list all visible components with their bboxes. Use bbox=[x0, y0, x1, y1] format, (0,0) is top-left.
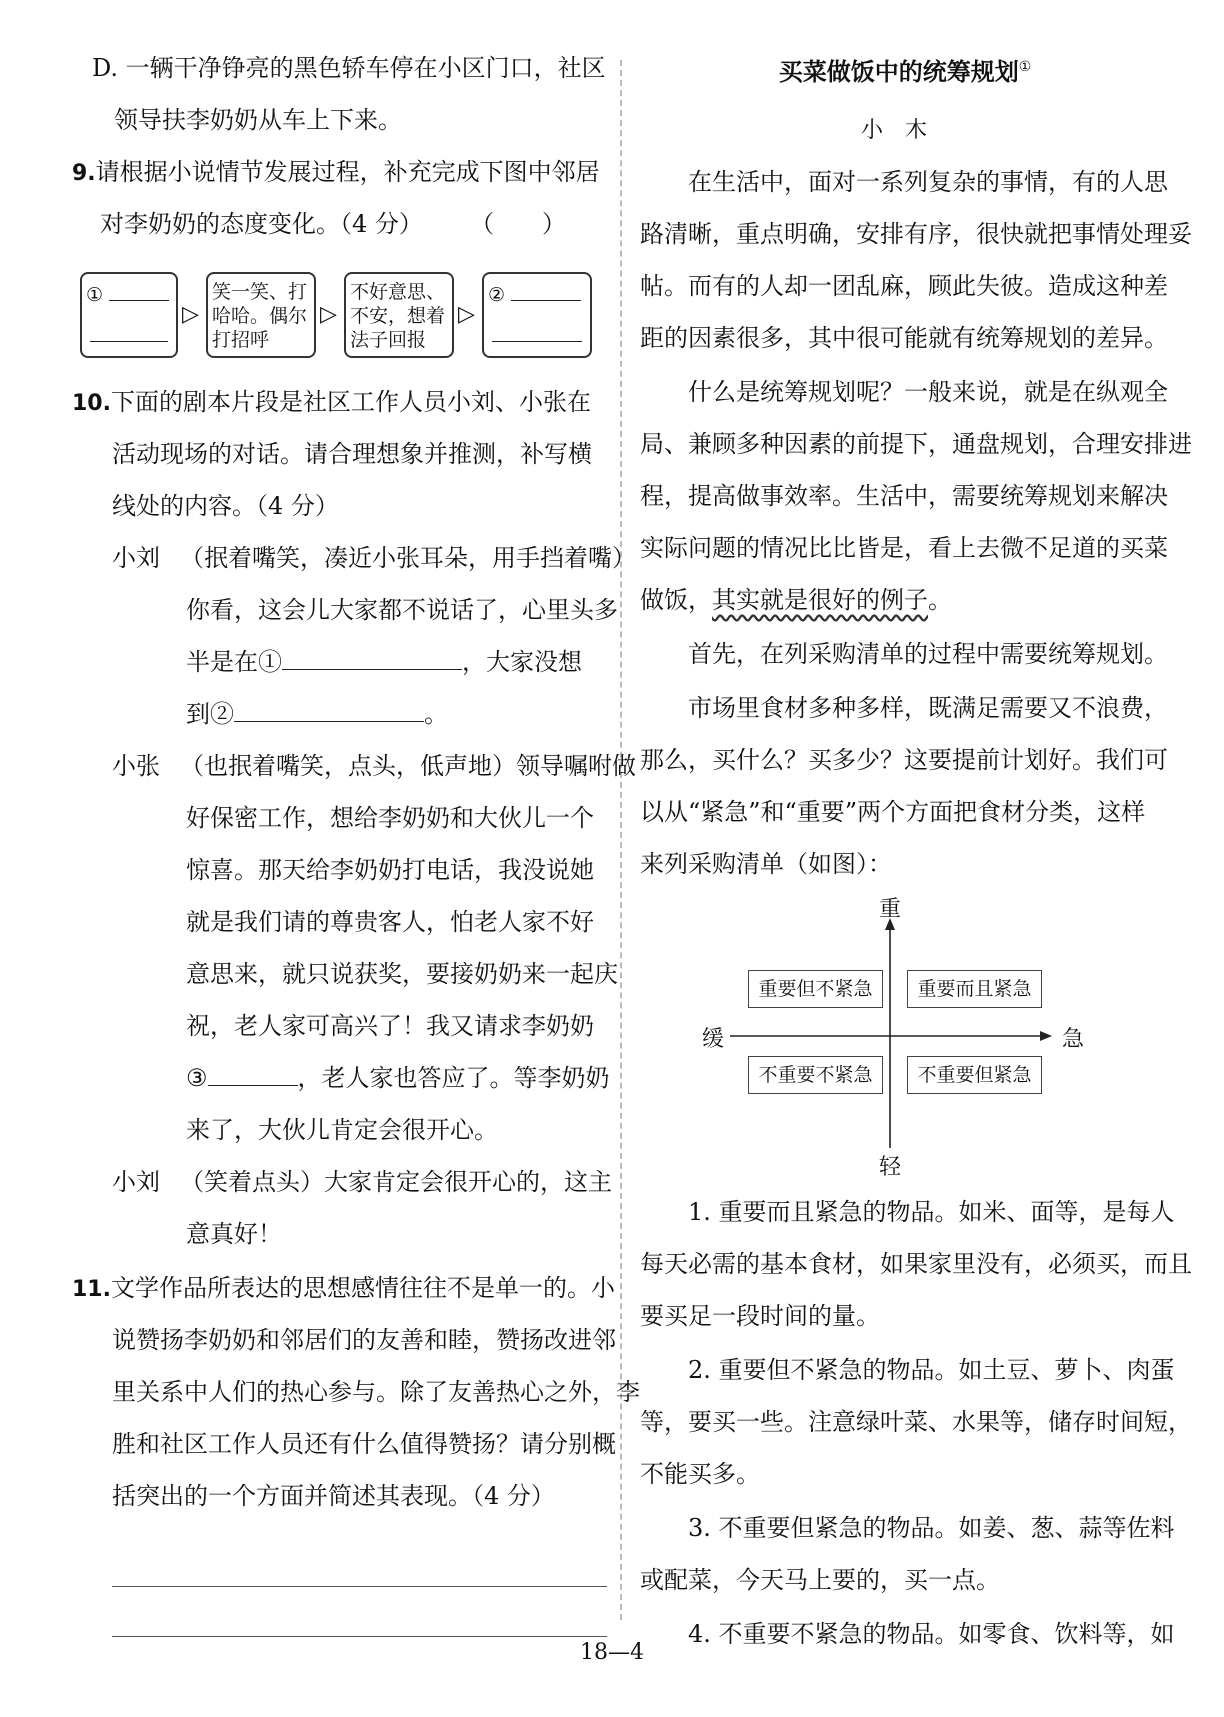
speaker-xiaoliu-2: 小刘 bbox=[112, 1168, 160, 1196]
xiaozhang-line2: 好保密工作，想给李奶奶和大伙儿一个 bbox=[186, 804, 594, 832]
para2-line5a: 做饭， bbox=[640, 586, 712, 614]
q11-line4: 胜和社区工作人员还有什么值得赞扬？请分别概 bbox=[112, 1430, 616, 1458]
q9-number: 9. bbox=[72, 161, 96, 186]
item1-line1: 1. 重要而且紧急的物品。如米、面等，是每人 bbox=[688, 1198, 1175, 1226]
para2-line5 bbox=[640, 574, 952, 627]
xiaozhang-line8: 来了，大伙儿肯定会很开心。 bbox=[186, 1116, 498, 1144]
xiaoliu-1-line4a: 到② bbox=[186, 700, 234, 728]
item1-line2: 每天必需的基本食材，如果家里没有，必须买，而且 bbox=[640, 1250, 1192, 1278]
quadrant-axes bbox=[700, 898, 1100, 1188]
page-number: 18—4 bbox=[580, 1640, 644, 1665]
attitude-flow-chart bbox=[80, 272, 600, 364]
article-title-text: 买菜做饭中的统筹规划 bbox=[778, 57, 1019, 86]
flow-box-4-mark: ② bbox=[488, 284, 506, 306]
q9-line2: 对李奶奶的态度变化。（4 分） bbox=[100, 210, 423, 238]
flow-box-2-line-2: 哈哈。偶尔 bbox=[212, 305, 308, 327]
item2-line3: 不能买多。 bbox=[640, 1460, 760, 1488]
q10-line2: 活动现场的对话。请合理想象并推测，补写横 bbox=[112, 440, 592, 468]
xiaozhang-line7 bbox=[186, 1052, 610, 1105]
axis-label-slow: 缓 bbox=[702, 1027, 725, 1052]
para2-line5c: 。 bbox=[928, 586, 952, 614]
q11-line5: 括突出的一个方面并简述其表现。（4 分） bbox=[112, 1482, 555, 1510]
q8-option-d-line2: 领导扶李奶奶从车上下来。 bbox=[114, 106, 402, 134]
para3: 首先，在列采购清单的过程中需要统筹规划。 bbox=[688, 640, 1168, 668]
xiaoliu-2-line2: 意真好！ bbox=[186, 1220, 282, 1248]
xiaozhang-line7a: ③ bbox=[186, 1064, 208, 1092]
para1-line3: 帖。而有的人却一团乱麻，顾此失彼。造成这种差 bbox=[640, 272, 1168, 300]
q11-number: 11. bbox=[72, 1277, 111, 1302]
flow-arrow-2-icon: ▷ bbox=[320, 302, 337, 327]
para2-line2: 局、兼顾多种因素的前提下，通盘规划，合理安排进 bbox=[640, 430, 1192, 458]
flow-box-1-blank[interactable] bbox=[80, 272, 178, 358]
flow-box-2-line-3: 打招呼 bbox=[212, 329, 270, 351]
item1-line3: 要买足一段时间的量。 bbox=[640, 1302, 880, 1330]
article-author: 小木 bbox=[860, 118, 949, 143]
xiaoliu-1-line4 bbox=[186, 688, 448, 741]
xiaoliu-1-line3b: ，大家没想 bbox=[462, 648, 582, 676]
axis-label-heavy: 重 bbox=[879, 897, 902, 922]
flow-box-3-line-1: 不好意思、 bbox=[350, 281, 446, 303]
para4-line4: 来列采购清单（如图）： bbox=[640, 850, 892, 878]
q9-answer-paren: （ ） bbox=[470, 210, 566, 238]
flow-box-3-line-2: 不安，想着 bbox=[350, 305, 446, 327]
item3-line1: 3. 不重要但紧急的物品。如姜、葱、蒜等佐料 bbox=[688, 1514, 1175, 1542]
xiaozhang-line5: 意思来，就只说获奖，要接奶奶来一起庆 bbox=[186, 960, 618, 988]
para2-line3: 程，提高做事效率。生活中，需要统筹规划来解决 bbox=[640, 482, 1168, 510]
flow-box-4-blank[interactable] bbox=[482, 272, 592, 358]
xiaoliu-1-line3a: 半是在① bbox=[186, 648, 282, 676]
xiaoliu-1-line1: （抿着嘴笑，凑近小张耳朵，用手挡着嘴） bbox=[180, 544, 636, 572]
q10-text-1: 下面的剧本片段是社区工作人员小刘、小张在 bbox=[110, 388, 591, 416]
q9-line1 bbox=[72, 146, 600, 200]
flow-box-3 bbox=[344, 272, 454, 358]
item4-line1: 4. 不重要不紧急的物品。如零食、饮料等，如 bbox=[688, 1620, 1175, 1648]
item2-line2: 等，要买一些。注意绿叶菜、水果等，储存时间短， bbox=[640, 1408, 1192, 1436]
xiaoliu-1-line4b: 。 bbox=[424, 700, 448, 728]
xiaozhang-line7b: ，老人家也答应了。等李奶奶 bbox=[297, 1064, 610, 1092]
para1-line1: 在生活中，面对一系列复杂的事情，有的人思 bbox=[688, 168, 1168, 196]
speaker-xiaozhang: 小张 bbox=[112, 752, 160, 780]
flow-arrow-1-icon: ▷ bbox=[182, 302, 199, 327]
q11-line2: 说赞扬李奶奶和邻居们的友善和睦，赞扬改进邻 bbox=[112, 1326, 616, 1354]
xiaoliu-1-line2: 你看，这会儿大家都不说话了，心里头多 bbox=[186, 596, 618, 624]
wavy-underlined-phrase: 其实就是很好的例子 bbox=[712, 586, 928, 614]
item3-line2: 或配菜，今天马上要的，买一点。 bbox=[640, 1566, 1000, 1594]
q9-text-1: 请根据小说情节发展过程，补充完成下图中邻居 bbox=[95, 158, 600, 186]
para4-line1: 市场里食材多种多样，既满足需要又不浪费， bbox=[688, 694, 1168, 722]
answer-blank-3[interactable] bbox=[208, 1059, 298, 1086]
quadrant-important-not-urgent: 重要但不紧急 bbox=[748, 970, 883, 1008]
flow-box-2 bbox=[206, 272, 316, 358]
q11-line3: 里关系中人们的热心参与。除了友善热心之外，李 bbox=[112, 1378, 640, 1406]
flow-arrow-3-icon: ▷ bbox=[458, 302, 475, 327]
item2-line1: 2. 重要但不紧急的物品。如土豆、萝卜、肉蛋 bbox=[688, 1356, 1175, 1384]
urgency-importance-quadrant bbox=[700, 898, 1100, 1188]
answer-blank-2[interactable] bbox=[234, 695, 424, 722]
article-title bbox=[640, 52, 1170, 87]
para4-line3: 以从“紧急”和“重要”两个方面把食材分类，这样 bbox=[640, 798, 1146, 826]
q11-text-1: 文学作品所表达的思想感情往往不是单一的。小 bbox=[110, 1274, 615, 1302]
xiaozhang-line3: 惊喜。那天给李奶奶打电话，我没说她 bbox=[186, 856, 594, 884]
answer-blank-1[interactable] bbox=[282, 643, 462, 670]
quadrant-not-important-not-urgent: 不重要不紧急 bbox=[748, 1056, 883, 1094]
para2-line1: 什么是统筹规划呢？一般来说，就是在纵观全 bbox=[688, 378, 1168, 406]
q10-line1 bbox=[72, 376, 591, 430]
xiaozhang-line6: 祝，老人家可高兴了！我又请求李奶奶 bbox=[186, 1012, 594, 1040]
flow-box-1-mark: ① bbox=[86, 284, 104, 306]
para1-line4: 距的因素很多，其中很可能就有统筹规划的差异。 bbox=[640, 324, 1168, 352]
xiaozhang-line1: （也抿着嘴笑，点头，低声地）领导嘱咐做 bbox=[180, 752, 636, 780]
para2-line4: 实际问题的情况比比皆是，看上去微不足道的买菜 bbox=[640, 534, 1168, 562]
para1-line2: 路清晰，重点明确，安排有序，很快就把事情处理妥 bbox=[640, 220, 1192, 248]
q10-line3: 线处的内容。（4 分） bbox=[112, 492, 339, 520]
quadrant-important-urgent: 重要而且紧急 bbox=[907, 970, 1042, 1008]
answer-line-2[interactable] bbox=[112, 1636, 607, 1637]
answer-line-1[interactable] bbox=[112, 1586, 607, 1587]
q8-option-d-line1: D. 一辆干净铮亮的黑色轿车停在小区门口，社区 bbox=[92, 54, 606, 82]
axis-label-light: 轻 bbox=[879, 1155, 902, 1180]
para4-line2: 那么，买什么？买多少？这要提前计划好。我们可 bbox=[640, 746, 1168, 774]
xiaoliu-1-line3 bbox=[186, 636, 582, 689]
quadrant-not-important-urgent: 不重要但紧急 bbox=[907, 1056, 1042, 1094]
speaker-xiaoliu-1: 小刘 bbox=[112, 544, 160, 572]
xiaoliu-2-line1: （笑着点头）大家肯定会很开心的，这主 bbox=[180, 1168, 612, 1196]
flow-box-2-line-1: 笑一笑、打 bbox=[212, 281, 308, 303]
q10-number: 10. bbox=[72, 391, 111, 416]
flow-box-3-line-3: 法子回报 bbox=[350, 329, 427, 351]
xiaozhang-line4: 就是我们请的尊贵客人，怕老人家不好 bbox=[186, 908, 594, 936]
title-footnote-mark: ① bbox=[1018, 59, 1032, 75]
axis-label-urgent: 急 bbox=[1062, 1027, 1085, 1052]
q11-line1 bbox=[72, 1262, 615, 1316]
